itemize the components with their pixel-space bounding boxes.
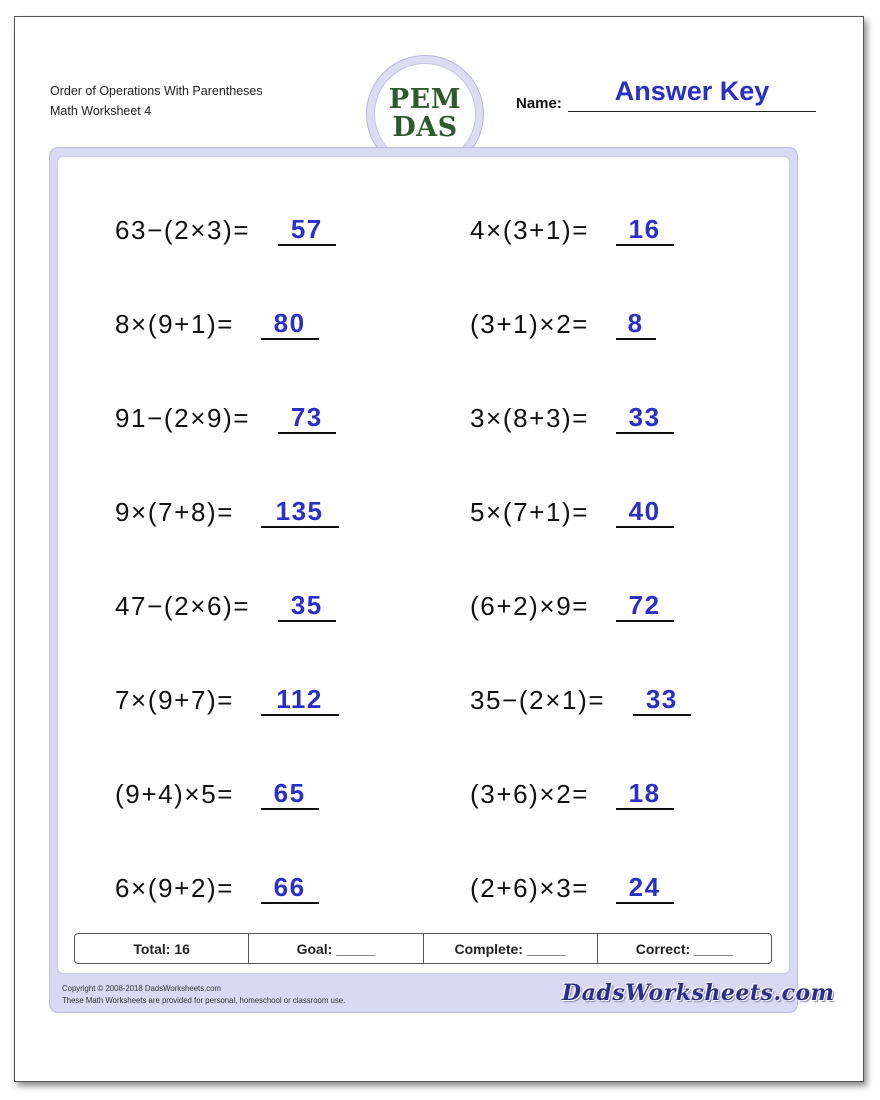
problem-expression: (3+1)×2= xyxy=(470,309,590,339)
goal-cell: Goal: _____ xyxy=(249,934,423,963)
problem-expression: 8×(9+1)= xyxy=(115,309,235,339)
problem-answer: 80 xyxy=(261,308,319,340)
problem-answer: 66 xyxy=(261,872,319,904)
problem-expression: 91−(2×9)= xyxy=(115,403,251,433)
problem-answer: 57 xyxy=(278,214,336,246)
total-cell: Total: 16 xyxy=(75,934,249,963)
problem-expression: 35−(2×1)= xyxy=(470,685,606,715)
problem-answer: 65 xyxy=(261,778,319,810)
name-underline xyxy=(568,111,816,112)
title-line-1: Order of Operations With Parentheses xyxy=(50,84,263,98)
dadsworksheets-logo xyxy=(562,978,835,1008)
copyright-text: Copyright © 2008-2018 DadsWorksheets.com xyxy=(62,984,222,993)
problem-expression: 6×(9+2)= xyxy=(115,873,235,903)
problem-expression: (9+4)×5= xyxy=(115,779,235,809)
problem-expression: 47−(2×6)= xyxy=(115,591,251,621)
problem-expression: 4×(3+1)= xyxy=(470,215,590,245)
problem-expression: 3×(8+3)= xyxy=(470,403,590,433)
problem-answer: 135 xyxy=(261,496,339,528)
problem-answer: 16 xyxy=(616,214,674,246)
score-bar xyxy=(74,933,772,964)
problem-answer: 18 xyxy=(616,778,674,810)
complete-cell: Complete: _____ xyxy=(424,934,598,963)
problem-panel xyxy=(57,156,790,974)
problem-answer: 24 xyxy=(616,872,674,904)
problem-expression: 9×(7+8)= xyxy=(115,497,235,527)
usage-notice: These Math Worksheets are provided for personal, homeschool or classroom use. xyxy=(62,996,346,1005)
badge-text-line-2: DAS xyxy=(392,112,458,143)
problem-answer: 33 xyxy=(633,684,691,716)
problem-answer: 72 xyxy=(616,590,674,622)
problem-expression: 63−(2×3)= xyxy=(115,215,251,245)
problem-answer: 35 xyxy=(278,590,336,622)
logo-text: DadsWorksheets.com xyxy=(562,980,835,1006)
problem-expression: (3+6)×2= xyxy=(470,779,590,809)
title-line-2: Math Worksheet 4 xyxy=(50,104,152,118)
problem-expression: 5×(7+1)= xyxy=(470,497,590,527)
problem-expression: (6+2)×9= xyxy=(470,591,590,621)
problem-answer: 8 xyxy=(616,308,656,340)
correct-cell: Correct: _____ xyxy=(635,941,734,957)
problem-answer: 40 xyxy=(616,496,674,528)
worksheet-title xyxy=(50,81,263,121)
problem-answer: 33 xyxy=(616,402,674,434)
problem-answer: 112 xyxy=(261,684,339,716)
problem-expression: (2+6)×3= xyxy=(470,873,590,903)
name-label: Name: xyxy=(516,95,562,112)
copyright-block xyxy=(62,983,345,1007)
answer-key-text: Answer Key xyxy=(614,76,770,106)
problem-expression: 7×(9+7)= xyxy=(115,685,235,715)
badge-text-line-1: PEM xyxy=(388,84,462,115)
problem-answer: 73 xyxy=(278,402,336,434)
